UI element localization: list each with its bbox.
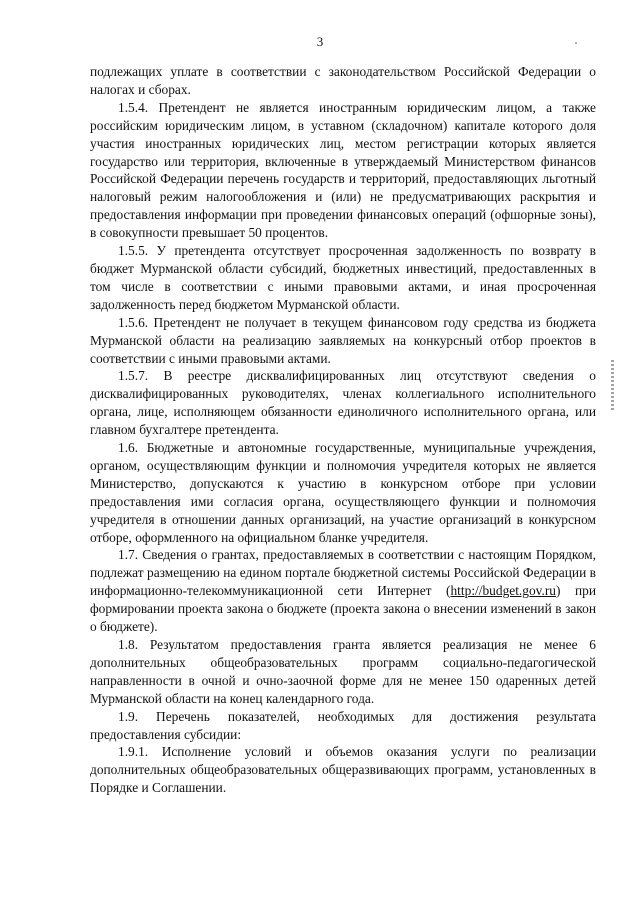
paragraph-1-7 bbox=[90, 546, 596, 636]
page-number: 3 bbox=[316, 34, 324, 49]
paragraph-1-5-5: 1.5.5. У претендента отсутствует просроченная задолженность по возврату в бюджет Мурманской области субсидий, бюджетных инвестиций, предоставленных в том числе в соответствии с иными правовыми актами, и иная просроченная задолженность перед бюджетом Мурманской области. bbox=[90, 243, 596, 312]
paragraph-1-6: 1.6. Бюджетные и автономные государственные, муниципальные учреждения, органом, осуществляющим функции и полномочия учредителя которых не является Министерство, допускаются к участию в конкурсном отборе при условии предоставления ими согласия органа, осуществляющего функции и полномочия учредителя в отношении данных организаций, на участие организаций в конкурсном отборе, оформленного на официальном бланке учредителя. bbox=[90, 440, 596, 545]
paragraph-1-5-6: 1.5.6. Претендент не получает в текущем финансовом году средства из бюджета Мурманской области на реализацию заявляемых на конкурсный отбор проектов в соответствии с иными правовыми актами. bbox=[90, 314, 596, 366]
paragraph-1-5-7: 1.5.7. В реестре дисквалифицированных лиц отсутствуют сведения о дисквалифицированных руководителях, членах коллегиального исполнительного органа, лице, исполняющем обязанности единоличного исполнительного органа, или главном бухгалтере претендента. bbox=[90, 368, 596, 438]
scan-artifact-dot bbox=[575, 42, 577, 44]
document-body bbox=[90, 63, 596, 797]
paragraph-1-9: 1.9. Перечень показателей, необходимых для достижения результата предоставления субсидии: bbox=[90, 708, 596, 742]
paragraph-1-7-text-start: 1.7. Сведения о грантах, предоставляемых в соответствии с настоящим Порядком, подлежат размещению на едином портале бюджетной системы Российской Федерации в информационно-телекоммуникационной сети Интернет ( bbox=[90, 547, 596, 599]
scan-margin-mark bbox=[611, 360, 614, 412]
paragraph-1-5-4: 1.5.4. Претендент не является иностранным юридическим лицом, а также российским юридическим лицом, в уставном (складочном) капитале которого доля участия иностранных юридических лиц, местом регистрации которых является государство или территория, включенные в утверждаемый Министерством финансов Российской Федерации перечень государств и территорий, предоставляющих льготный налоговый режим налогообложения и (или) не предусматривающих раскрытия и предоставления информации при проведении финансовых операций (офшорные зоны), в совокупности превышает 50 процентов. bbox=[90, 99, 596, 241]
paragraph-1-8: 1.8. Результатом предоставления гранта является реализация не менее 6 дополнительных общеобразовательных программ социально-педагогической направленности в очной и очно-заочной форме для не менее 150 одаренных детей Мурманской области на конец календарного года. bbox=[90, 637, 596, 706]
budget-portal-link[interactable]: http://budget.gov.ru bbox=[450, 583, 556, 599]
paragraph-1-9-1: 1.9.1. Исполнение условий и объемов оказания услуги по реализации дополнительных общеобразовательных общеразвивающих программ, установленных в Порядке и Соглашении. bbox=[90, 744, 596, 796]
paragraph-continuation: подлежащих уплате в соответствии с законодательством Российской Федерации о налогах и сборах. bbox=[90, 64, 596, 97]
paragraph-1-7-text-end: ) при формировании проекта закона о бюджете (проекта закона о внесении изменений в закон о бюджете). bbox=[90, 583, 596, 635]
